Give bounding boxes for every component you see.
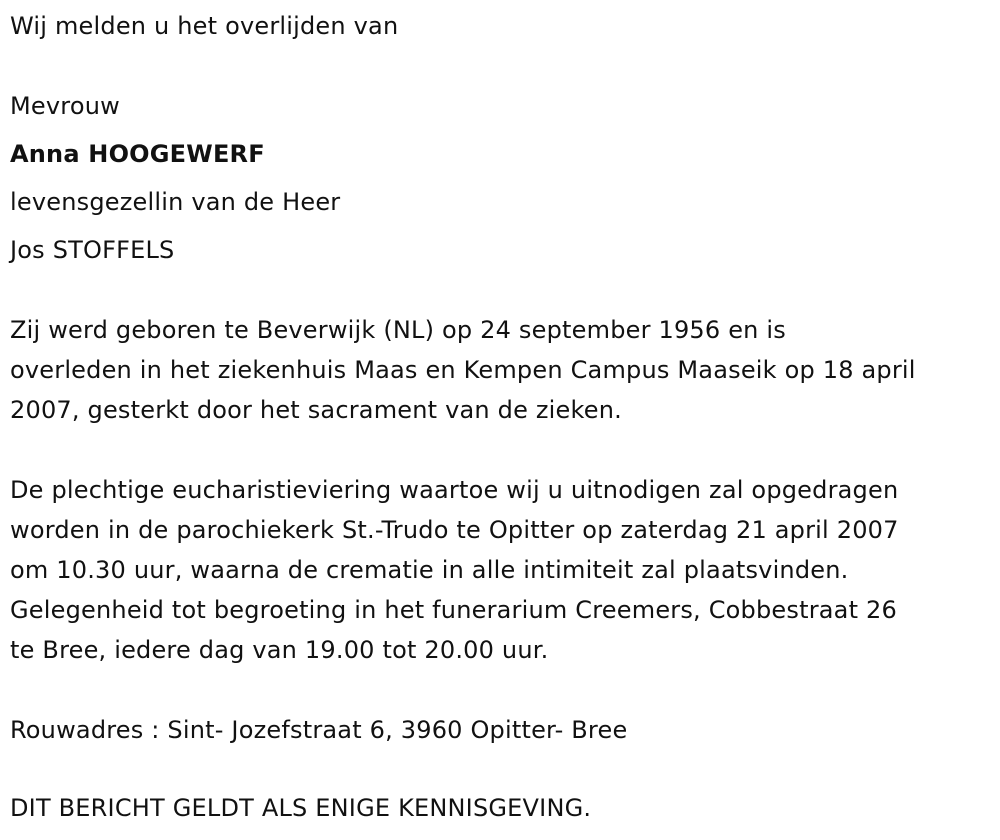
ceremony-line: te Bree, iedere dag van 19.00 tot 20.00 uur. bbox=[10, 636, 549, 664]
ceremony-line: De plechtige eucharistieviering waartoe wij u uitnodigen zal opgedragen bbox=[10, 476, 899, 504]
deceased-name: Anna HOOGEWERF bbox=[10, 140, 265, 168]
title-text: Mevrouw bbox=[10, 92, 120, 120]
birth-death-line: overleden in het ziekenhuis Maas en Kempen Campus Maaseik op 18 april bbox=[10, 356, 916, 384]
partner-name: Jos STOFFELS bbox=[10, 236, 175, 264]
relation-text: levensgezellin van de Heer bbox=[10, 188, 341, 216]
birth-death-line: Zij werd geboren te Beverwijk (NL) op 24 september 1956 en is bbox=[10, 316, 786, 344]
ceremony-line: worden in de parochiekerk St.-Trudo te Opitter op zaterdag 21 april 2007 bbox=[10, 516, 899, 544]
mourning-address: Rouwadres : Sint- Jozefstraat 6, 3960 Opitter- Bree bbox=[10, 716, 628, 744]
closing-statement: DIT BERICHT GELDT ALS ENIGE KENNISGEVING. bbox=[10, 794, 592, 822]
intro-text: Wij melden u het overlijden van bbox=[10, 12, 399, 40]
ceremony-line: Gelegenheid tot begroeting in het funerarium Creemers, Cobbestraat 26 bbox=[10, 596, 897, 624]
ceremony-line: om 10.30 uur, waarna de crematie in alle intimiteit zal plaatsvinden. bbox=[10, 556, 849, 584]
birth-death-line: 2007, gesterkt door het sacrament van de zieken. bbox=[10, 396, 622, 424]
